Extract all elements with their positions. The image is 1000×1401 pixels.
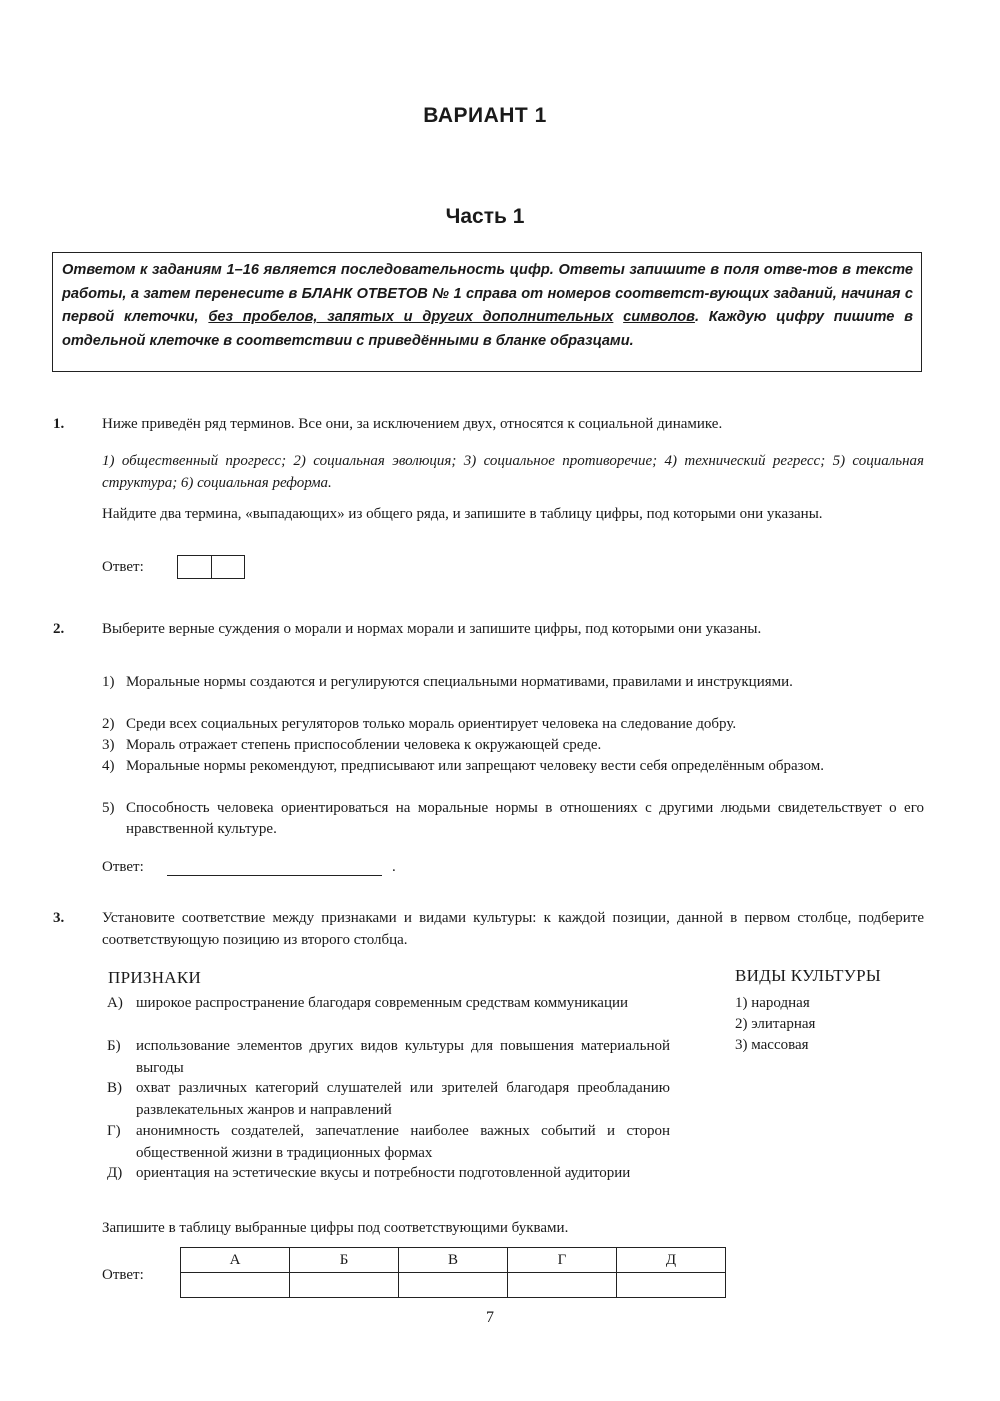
q2-prompt: Выберите верные суждения о морали и нормах морали и запишите цифры, под которыми они указаны. [102, 621, 762, 637]
instruction-underlined: символов [623, 309, 695, 325]
feature-text: широкое распространение благодаря современным средствам коммуникации [136, 995, 629, 1011]
instruction-line: бланке образцами. [495, 332, 634, 349]
q1-task: Найдите два термина, «выпадающих» из общего ряда, и запишите в таблицу цифры, под которыми они указаны. [102, 506, 823, 522]
q3-feature [107, 1163, 670, 1185]
feature-letter: В) [107, 1080, 122, 1096]
q3-answer-table [180, 1247, 726, 1298]
culture-kind: 2) элитарная [735, 1016, 816, 1032]
feature-text: ориентация на эстетические вкусы и потребности подготовленной аудитории [136, 1165, 631, 1181]
q2-option [102, 798, 924, 840]
table-header-cell: Б [290, 1248, 399, 1273]
instruction-line: Ответом к заданиям 1–16 является последовательность цифр. Ответы запишите в поля отве- [62, 262, 808, 278]
q2-answer-field[interactable] [167, 875, 382, 876]
q1-terms: 1) общественный прогресс; 2) социальная эволюция; 3) социальное противоречие; 4) технический регресс; 5) социальная структура; 6) социальная реформа. [102, 453, 924, 491]
instruction-underlined: без пробелов, запятых и других дополнительных [208, 309, 614, 325]
q1-answer-cells[interactable] [177, 555, 245, 579]
question-number: 3. [53, 910, 65, 926]
feature-letter: Д) [107, 1165, 123, 1181]
option-number: 3) [102, 737, 115, 753]
feature-letter: Б) [107, 1038, 121, 1054]
answer-cell[interactable] [617, 1273, 726, 1298]
table-header-cell: Г [508, 1248, 617, 1273]
feature-text: охват различных категорий слушателей или зрителей благодаря преобладанию развлекательных жанров и направлений [136, 1080, 670, 1118]
question-number: 2. [53, 621, 65, 637]
feature-text: анонимность создателей, запечатление наиболее важных событий и сторон общественной жизни в традиционных формах [136, 1123, 670, 1161]
q3-feature [107, 1036, 670, 1079]
feature-letter: А) [107, 995, 123, 1011]
answer-cell[interactable] [211, 556, 245, 578]
q3-table-instruction: Запишите в таблицу выбранные цифры под соответствующими буквами. [102, 1220, 569, 1236]
option-text: Мораль отражает степень приспособлении человека к окружающей среде. [126, 737, 602, 753]
variant-title: ВАРИАНТ 1 [423, 104, 547, 127]
table-header-cell: А [181, 1248, 290, 1273]
option-number: 1) [102, 674, 115, 690]
part-title: Часть 1 [445, 205, 525, 228]
option-number: 5) [102, 800, 115, 816]
answer-label: Ответ: [102, 559, 144, 575]
option-text: Способность человека ориентироваться на моральные нормы в отношениях с другими людьми свидетельствует о его нравственной культуре. [126, 800, 924, 837]
option-text: Среди всех социальных регуляторов только мораль ориентирует человека на следование добру. [126, 716, 737, 732]
table-header-cell: В [399, 1248, 508, 1273]
kinds-column-header: ВИДЫ КУЛЬТУРЫ [735, 966, 882, 985]
answer-period: . [392, 859, 396, 875]
option-text: Моральные нормы создаются и регулируются специальными нормативами, правилами и инструкциями. [126, 674, 793, 690]
option-text: Моральные нормы рекомендуют, предписывают или запрещают человеку вести себя определённым образом. [126, 758, 824, 774]
q2-option [102, 756, 924, 777]
feature-text: использование элементов других видов культуры для повышения материальной выгоды [136, 1038, 670, 1076]
q1-prompt: Ниже приведён ряд терминов. Все они, за исключением двух, относятся к социальной динамике. [102, 416, 723, 432]
answer-cell[interactable] [290, 1273, 399, 1298]
answer-cell[interactable] [181, 1273, 290, 1298]
answer-cell[interactable] [508, 1273, 617, 1298]
instruction-box [52, 252, 922, 372]
instruction-text [62, 259, 913, 353]
answer-label: Ответ: [102, 859, 144, 875]
q3-prompt: Установите соответствие между признаками и видами культуры: к каждой позиции, данной в первом столбце, подберите соответствующую позицию из второго столбца. [102, 910, 924, 948]
q2-option [102, 672, 924, 693]
answer-cell[interactable] [178, 556, 211, 578]
culture-kind: 3) массовая [735, 1037, 809, 1053]
option-number: 4) [102, 758, 115, 774]
q3-feature [107, 1078, 670, 1121]
q3-feature [107, 993, 670, 1015]
features-column-header: ПРИЗНАКИ [108, 968, 202, 987]
option-number: 2) [102, 716, 115, 732]
question-number: 1. [53, 416, 65, 432]
instruction-line: вующих заданий, начиная с первой клеточки, [62, 285, 913, 325]
culture-kind: 1) народная [735, 995, 810, 1011]
page-number: 7 [486, 1309, 494, 1326]
q2-option [102, 735, 924, 756]
instruction-line: . Каждую цифру пишите в отдельной клеточке в соответствии с приведёнными в [62, 309, 913, 349]
feature-letter: Г) [107, 1123, 121, 1139]
table-header-row [181, 1248, 726, 1273]
q3-feature [107, 1121, 670, 1164]
answer-label: Ответ: [102, 1267, 144, 1283]
answer-cell[interactable] [399, 1273, 508, 1298]
table-answer-row [181, 1273, 726, 1298]
table-header-cell: Д [617, 1248, 726, 1273]
instruction-line: тов в тексте работы, а затем перенесите в БЛАНК ОТВЕТОВ № 1 справа от номеров соответст- [62, 262, 914, 302]
q2-option [102, 714, 924, 735]
